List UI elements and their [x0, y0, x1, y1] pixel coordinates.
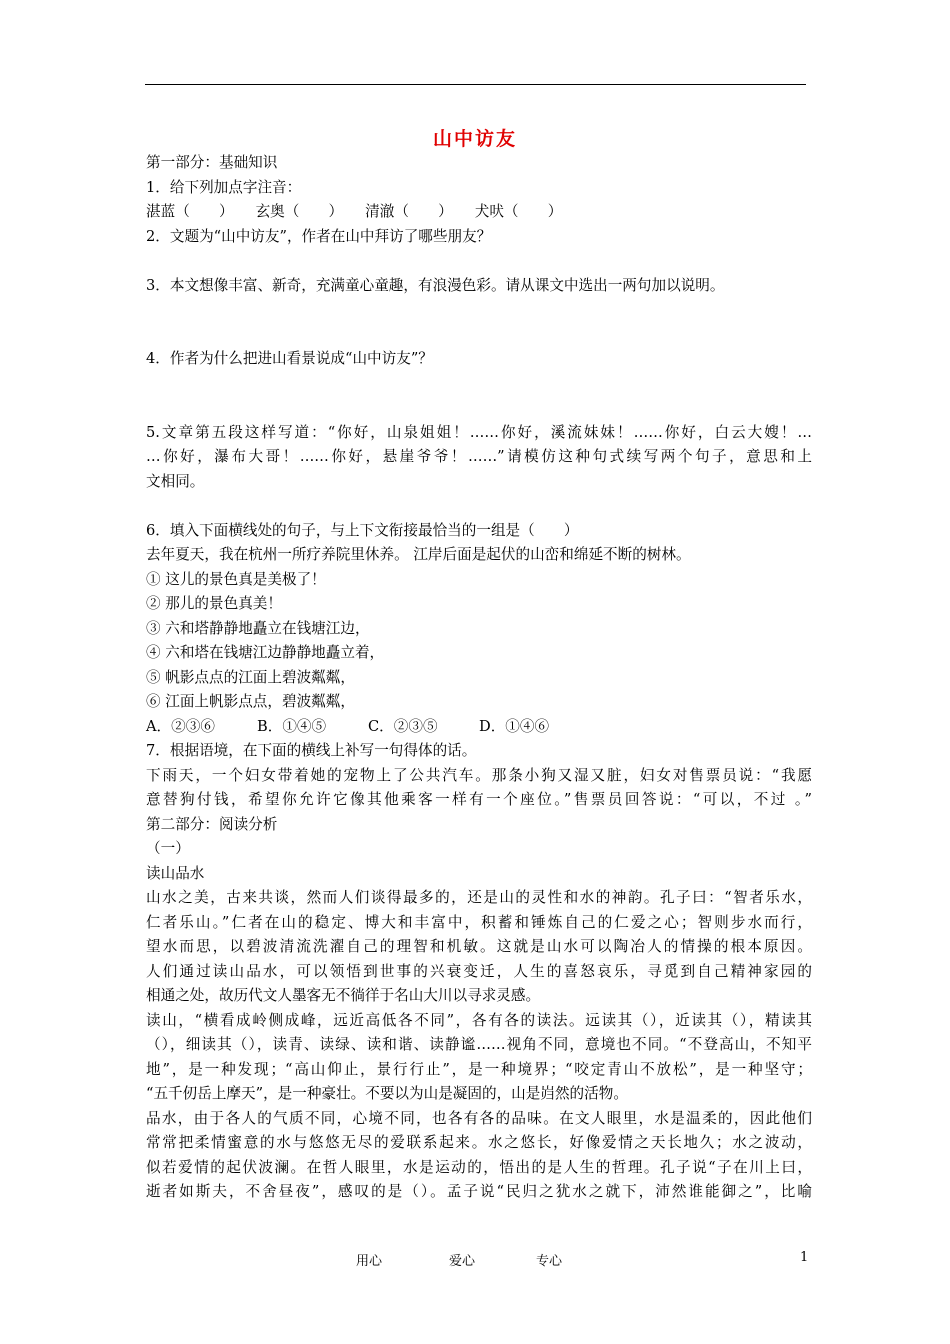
- document-body: [146, 151, 812, 1205]
- footer-motto: 用心: [356, 1254, 383, 1269]
- q1-word: 湛蓝（ ）: [146, 203, 234, 220]
- q6-option: B．①④⑤: [257, 717, 327, 735]
- article-line: 人们通过读山品水，可以领悟到世事的兴衰变迁，人生的喜怒哀乐，寻觅到自己精神家园的: [146, 962, 812, 980]
- q6-options: [146, 715, 812, 740]
- q6-option: D．①④⑥: [479, 717, 550, 735]
- article-line: 似若爱情的起伏波澜。在哲人眼里，水是运动的，悟出的是人生的哲理。孔子说“子在川上曰，: [146, 1158, 812, 1176]
- question-5-line: 5.文章第五段这样写道：“你好，山泉姐姐！……你好，溪流妹妹！……你好，白云大嫂！…: [146, 423, 812, 441]
- document-title: 山中访友: [432, 128, 517, 150]
- article-line: 品水，由于各人的气质不同，心境不同，也各有各的品味。在文人眼里，水是温柔的，因此他们: [146, 1109, 812, 1127]
- question-4: 4．作者为什么把进山看景说成“山中访友”？: [146, 350, 433, 367]
- q6-item: ⑤ 帆影点点的江面上碧波粼粼，: [146, 668, 355, 686]
- article-line: 山水之美，古来共谈，然而人们谈得最多的，还是山的灵性和水的神韵。孔子曰：“智者乐水，: [146, 889, 812, 906]
- part2-heading: 第二部分：阅读分析: [146, 815, 278, 833]
- question-5-line: …你好，瀑布大哥！……你好，悬崖爷爷！……”请模仿这种句式续写两个句子，意思和上: [146, 448, 812, 465]
- q1-word: 犬吠（ ）: [474, 203, 563, 220]
- q1-words: [146, 200, 812, 225]
- q6-item: ③ 六和塔静静地矗立在钱塘江边，: [146, 619, 370, 637]
- article-line: 读山，“横看成岭侧成峰，远近高低各不同”，各有各的读法。远读其（），近读其（），精读其: [146, 1011, 812, 1029]
- page-number: 1: [800, 1250, 809, 1265]
- article-line: 常常把柔情蜜意的水与悠悠无尽的爱联系起来。水之悠长，好像爱情之天长地久；水之波动，: [146, 1134, 812, 1151]
- q7-line: 意替狗付钱，希望你允许它像其他乘客一样有一个座位。”售票员回答说：“可以，不过 。”: [146, 791, 812, 808]
- part1-heading: 第一部分：基础知识: [146, 154, 278, 171]
- article-line: “五千仞岳上摩天”，是一种豪壮。不要以为山是凝固的，山是岿然的活物。: [146, 1085, 628, 1102]
- header-rule: [145, 84, 806, 85]
- q6-passage: 去年夏天，我在杭州一所疗养院里休养。 江岸后面是起伏的山峦和绵延不断的树林。: [146, 546, 691, 563]
- article-line: 相通之处，故历代文人墨客无不徜徉于名山大川以寻求灵感。: [146, 987, 541, 1004]
- q1-word: 玄奥（ ）: [255, 203, 344, 220]
- question-1: 1．给下列加点字注音：: [146, 178, 302, 196]
- q6-item: ④ 六和塔在钱塘江边静静地矗立着，: [146, 644, 385, 661]
- q6-item: ⑥ 江面上帆影点点，碧波粼粼，: [146, 693, 355, 710]
- footer-motto: 专心: [536, 1254, 563, 1269]
- article-line: 仁者乐山。”仁者在山的稳定、博大和丰富中，积蓄和锤炼自己的仁爱之心；智则步水而行，: [146, 913, 812, 931]
- q6-option: A．②③⑥: [146, 717, 215, 735]
- footer-motto: 爱心: [449, 1254, 476, 1269]
- q6-item: ② 那儿的景色真美！: [146, 595, 282, 612]
- article-line: 地”，是一种发现；“高山仰止，景行行止”，是一种境界；“咬定青山不放松”，是一种坚守；: [146, 1060, 812, 1078]
- q7-line: 下雨天，一个妇女带着她的宠物上了公共汽车。那条小狗又湿又脏，妇女对售票员说：“我愿: [146, 766, 812, 784]
- article-line: 逝者如斯夫，不舍昼夜”，感叹的是（）。孟子说“民归之犹水之就下，沛然谁能御之”，比喻: [146, 1183, 812, 1200]
- q1-word: 清澈（ ）: [365, 203, 453, 220]
- article-line: （），细读其（），读青、读绿、读和谐、读静谧……视角不同，意境也不同。“不登高山，不知平: [146, 1036, 812, 1053]
- q6-option: C．②③⑤: [368, 717, 438, 735]
- question-2: 2．文题为“山中访友”，作者在山中拜访了哪些朋友？: [146, 227, 492, 245]
- question-5-line: 文相同。: [146, 472, 205, 490]
- question-7: 7．根据语境，在下面的横线上补写一句得体的话。: [146, 742, 477, 759]
- article-line: 望水而思，以碧波清流洗濯自己的理智和机敏。这就是山水可以陶冶人的情操的根本原因。: [146, 938, 812, 955]
- q6-item: ① 这儿的景色真是美极了！: [146, 570, 326, 588]
- section-number: （一）: [146, 840, 190, 857]
- article-title: 读山品水: [146, 864, 205, 882]
- page-footer: [0, 1250, 950, 1270]
- question-6: 6．填入下面横线处的句子，与上下文衔接最恰当的一组是（ ）: [146, 521, 579, 539]
- question-3: 3．本文想像丰富、新奇，充满童心童趣，有浪漫色彩。请从课文中选出一两句加以说明。: [146, 276, 725, 294]
